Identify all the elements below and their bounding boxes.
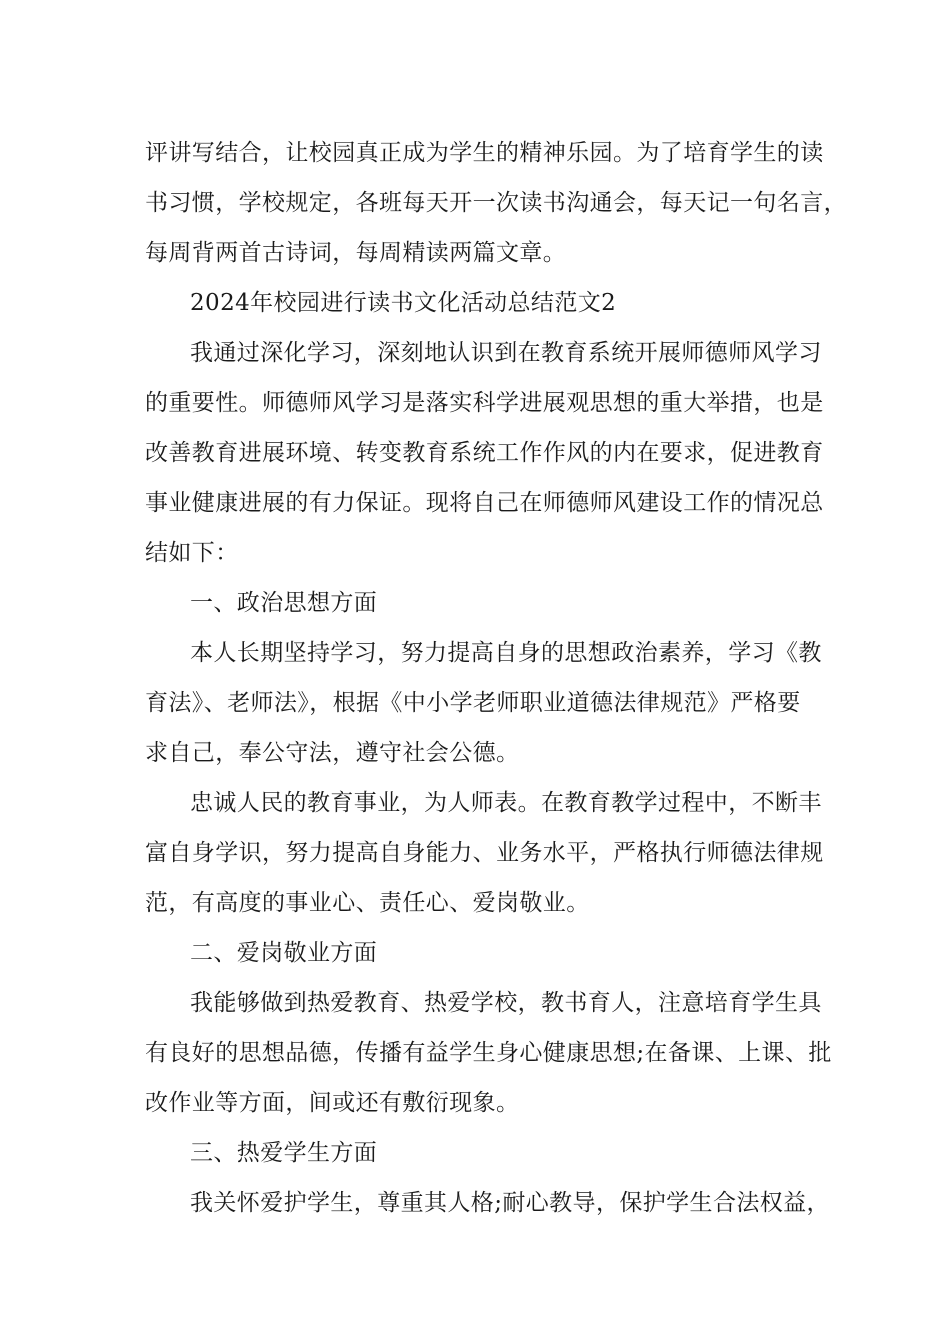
paragraph-line: 改善教育进展环境、转变教育系统工作作风的内在要求，促进教育: [145, 440, 824, 466]
paragraph-line: 范，有高度的事业心、责任心、爱岗敬业。: [145, 890, 590, 916]
paragraph-line: 富自身学识，努力提高自身能力、业务水平，严格执行师德法律规: [145, 840, 824, 866]
section-heading: 三、热爱学生方面: [190, 1140, 378, 1166]
paragraph-line: 忠诚人民的教育事业，为人师表。在教育教学过程中，不断丰: [190, 790, 822, 816]
paragraph-line: 事业健康进展的有力保证。现将自己在师德师风建设工作的情况总: [145, 490, 824, 516]
paragraph-line: 结如下：: [145, 540, 239, 566]
section-heading: 二、爱岗敬业方面: [190, 940, 378, 966]
paragraph-line: 我能够做到热爱教育、热爱学校，教书育人，注意培育学生具: [190, 990, 822, 1016]
paragraph-line: 我通过深化学习，深刻地认识到在教育系统开展师德师风学习: [190, 340, 822, 366]
section-heading: 一、政治思想方面: [190, 590, 378, 616]
paragraph-line: 有良好的思想品德，传播有益学生身心健康思想;在备课、上课、批: [145, 1040, 832, 1066]
section-title: 2024年校园进行读书文化活动总结范文2: [190, 290, 617, 316]
paragraph-line: 评讲写结合，让校园真正成为学生的精神乐园。为了培育学生的读: [145, 140, 824, 166]
paragraph-line: 的重要性。师德师风学习是落实科学进展观思想的重大举措，也是: [145, 390, 824, 416]
paragraph-line: 每周背两首古诗词，每周精读两篇文章。: [145, 240, 567, 266]
paragraph-line: 育法》、老师法》，根据《中小学老师职业道德法律规范》严格要: [145, 690, 801, 716]
paragraph-line: 求自己，奉公守法，遵守社会公德。: [145, 740, 520, 766]
paragraph-line: 我关怀爱护学生，尊重其人格;耐心教导，保护学生合法权益，: [190, 1190, 830, 1216]
paragraph-line: 书习惯，学校规定，各班每天开一次读书沟通会，每天记一句名言，: [145, 190, 847, 216]
paragraph-line: 本人长期坚持学习，努力提高自身的思想政治素养，学习《教: [190, 640, 822, 666]
paragraph-line: 改作业等方面，间或还有敷衍现象。: [145, 1090, 520, 1116]
